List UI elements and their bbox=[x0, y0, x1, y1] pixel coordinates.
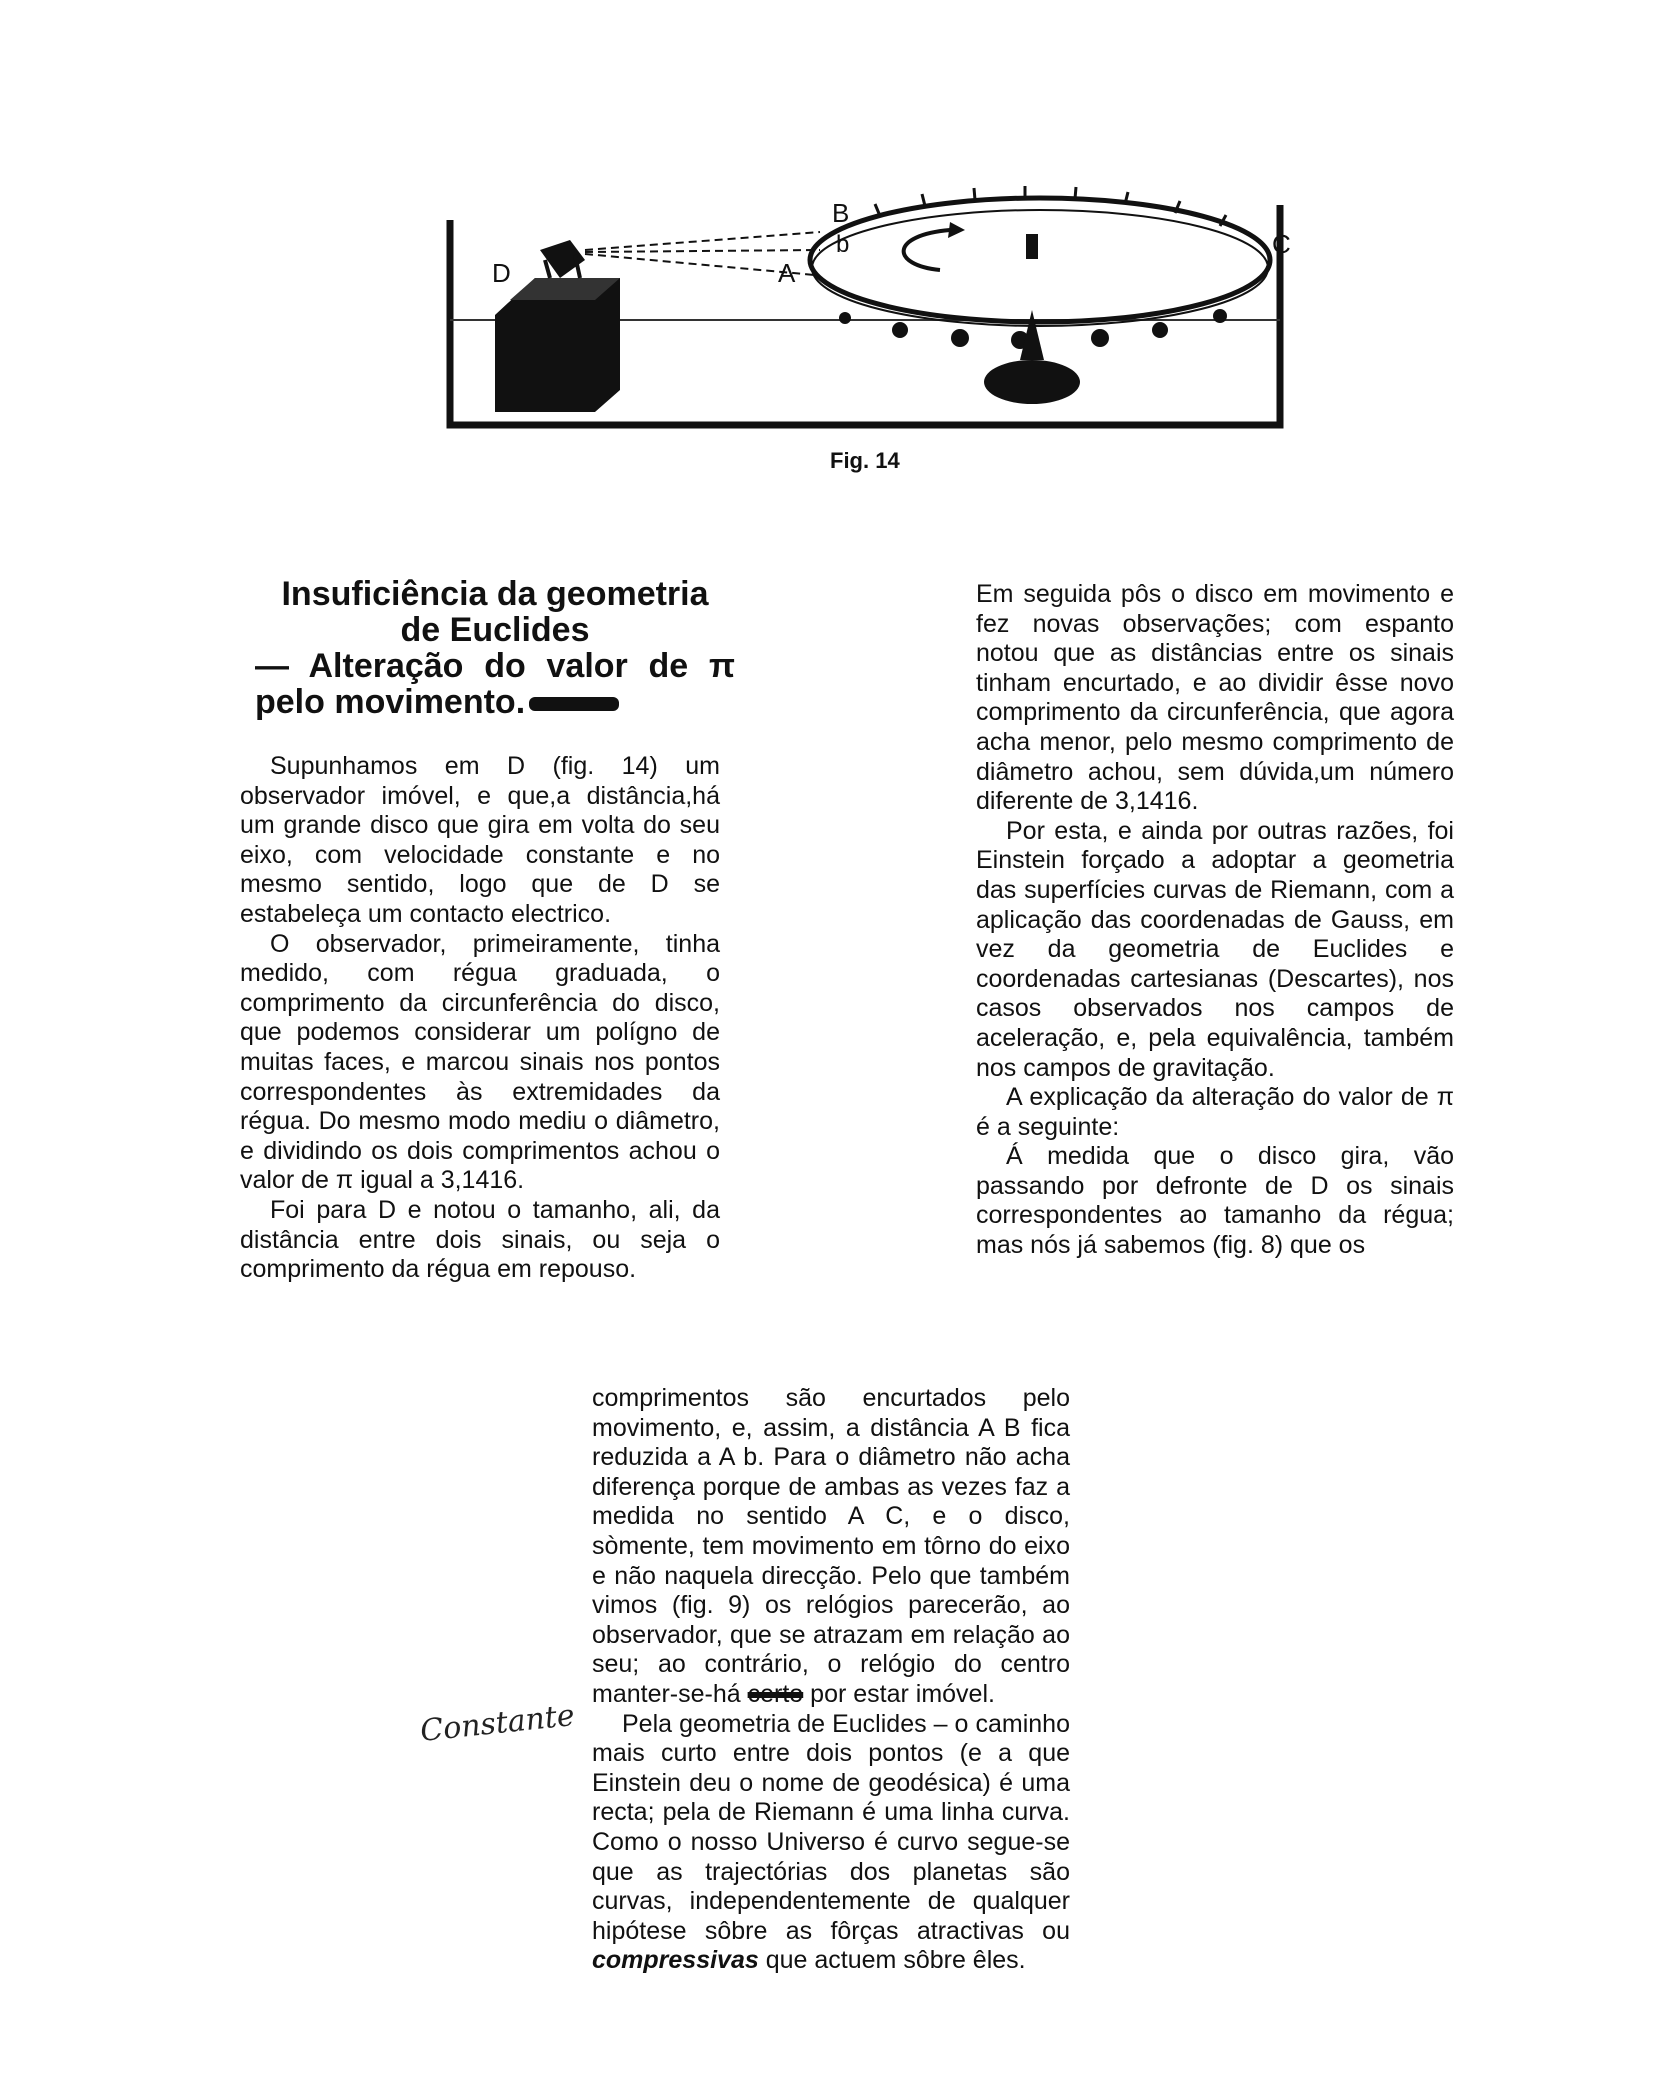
label-D: D bbox=[492, 258, 511, 288]
struck-word: certo bbox=[747, 1679, 804, 1708]
right-paragraph-4: Á medida que o disco gira, vão passando por defronte de D os sinais correspondentes ao tamanho da régua; mas nós já sabemos (fig. 8) que os bbox=[976, 1142, 1454, 1260]
right-paragraph-3: A explicação da alteração do valor de π é a seguinte: bbox=[976, 1083, 1454, 1141]
handwritten-margin-note: Constante bbox=[418, 1698, 577, 1749]
right-column bbox=[976, 580, 1454, 1261]
heading-line-4-text: pelo movimento. bbox=[255, 683, 526, 721]
bottom-column bbox=[592, 1384, 1070, 1976]
bottom-p2-text-b: que actuem sôbre êles. bbox=[758, 1946, 1026, 1975]
heading-line-3: — Alteração do valor de π bbox=[255, 647, 735, 685]
label-C: C bbox=[1272, 229, 1291, 259]
heading-line-1: Insuficiência da geometria bbox=[281, 575, 709, 613]
italic-word: compressivas bbox=[592, 1946, 759, 1975]
right-paragraph-1: Em seguida pôs o disco em movimento e fez novas observações; com espanto notou que as distâncias entre os sinais tinham encurtado, e ao dividir êsse novo comprimento da circunferência, que agora acha menor, pelo mesmo comprimento de diâmetro achou, sem dúvida,um número diferente de 3,1416. bbox=[976, 580, 1454, 816]
bottom-paragraph-2 bbox=[592, 1710, 1070, 1976]
label-B: B bbox=[832, 198, 850, 228]
scribble-mark bbox=[529, 697, 619, 711]
heading-line-4 bbox=[255, 684, 735, 720]
left-paragraph-2: O observador, primeiramente, tinha medido, com régua graduada, o comprimento da circunferência do disco, que podemos considerar um polígno de muitas faces, e marcou sinais nos pontos correspondentes às extremidades da régua. Do mesmo modo mediu o diâmetro, e dividindo os dois comprimentos achou o valor de π igual a 3,1416. bbox=[240, 929, 720, 1195]
left-column bbox=[240, 752, 720, 1285]
right-paragraph-2: Por esta, e ainda por outras razões, foi Einstein forçado a adoptar a geometria das superfícies curvas de Riemann, com a aplicação das coordenadas de Gauss, em vez da geometria de Euclides e coordenadas cartesianas (Descartes), nos casos observados nos campos de aceleração, e, pela equivalência, também nos campos de gravitação. bbox=[976, 816, 1454, 1082]
bottom-p1-text-a: comprimentos são encurtados pelo movimento, e, assim, a distância A B fica reduzida a A b. Para o diâmetro não acha diferença porque de ambas as vezes faz a medida no sentido A C, e o disco, sòmente, tem movimento em tôrno do eixo e não naquela direcção. Pelo que também vimos (fig. 9) os relógios parecerão, ao observador, que se atrazam em relação ao seu; ao contrário, o relógio do centro manter-se-há bbox=[592, 1384, 1070, 1708]
bottom-paragraph-1 bbox=[592, 1384, 1070, 1710]
label-b: b bbox=[836, 231, 850, 258]
left-paragraph-1: Supunhamos em D (fig. 14) um observador imóvel, e que,a distância,há um grande disco que gira em volta do seu eixo, com velocidade constante e no mesmo sentido, logo que de D se estabeleça um contacto electrico. bbox=[240, 752, 720, 928]
left-paragraph-3: Foi para D e notou o tamanho, ali, da distância entre dois sinais, ou seja o comprimento da régua em repouso. bbox=[240, 1195, 720, 1284]
bottom-p2-text-a: Pela geometria de Euclides – o caminho mais curto entre dois pontos (e a que Einstein deu o nome de geodésica) é uma recta; pela de Riemann é uma linha curva. Como o nosso Universo é curvo segue-se que as trajectórias dos planetas são curvas, independentemente de qualquer hipótese sôbre as fôrças atractivas ou bbox=[592, 1709, 1070, 1945]
heading-line-2: de Euclides bbox=[400, 611, 590, 649]
figure-caption: Fig. 14 bbox=[830, 448, 900, 473]
label-A: A bbox=[778, 258, 796, 288]
section-heading bbox=[255, 576, 735, 720]
bottom-p1-text-b: por estar imóvel. bbox=[803, 1679, 995, 1708]
